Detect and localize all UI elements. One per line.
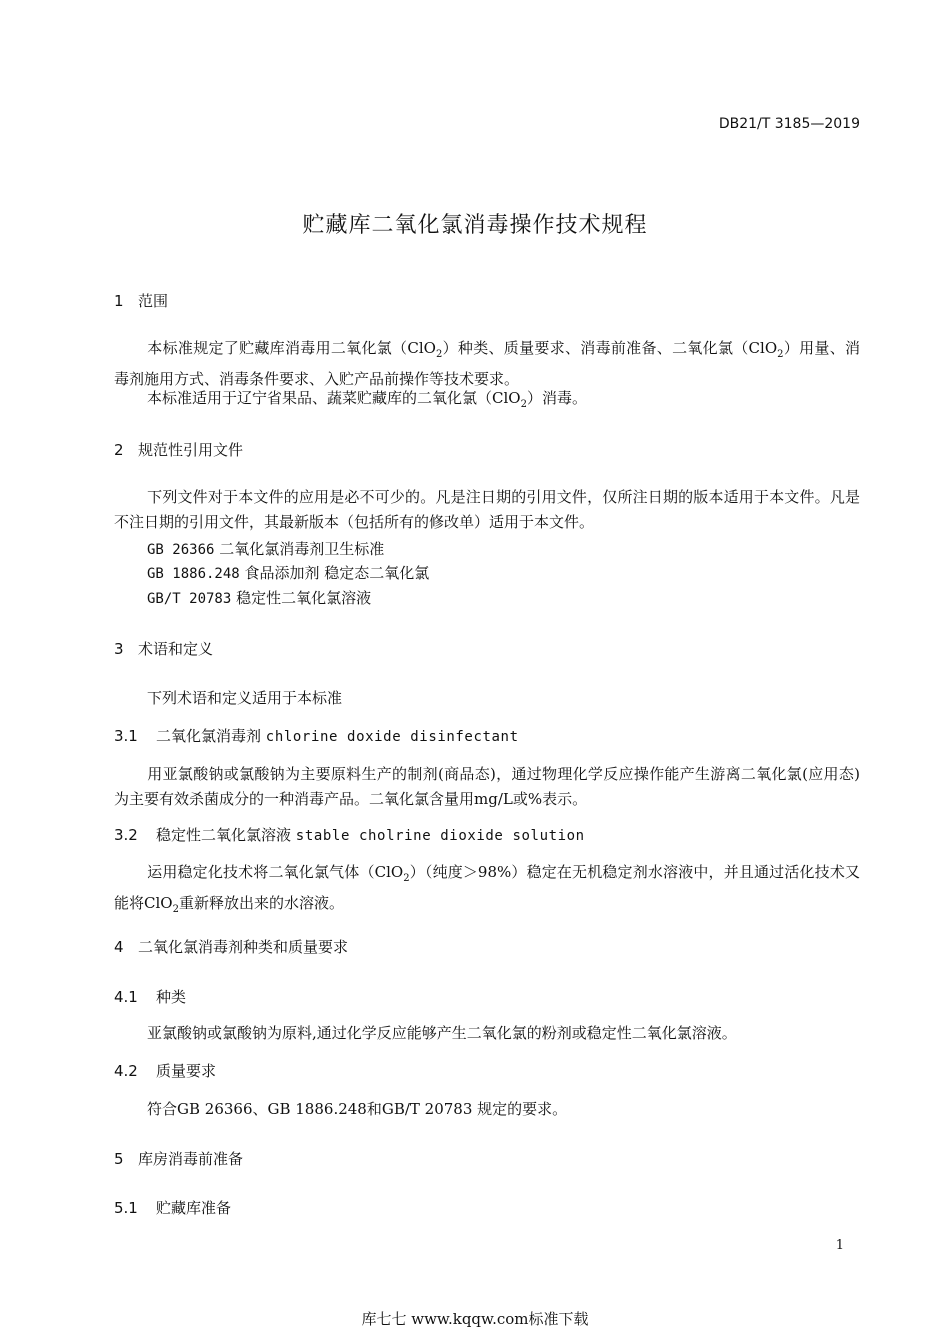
document-title: 贮藏库二氧化氯消毒操作技术规程 xyxy=(302,213,648,238)
section-number: 4 xyxy=(114,938,124,956)
section-number: 5 xyxy=(114,1150,124,1168)
section-4-heading xyxy=(114,936,348,957)
subsection-4-2-text: 符合GB 26366、GB 1886.248和GB/T 20783 规定的要求。 xyxy=(147,1100,568,1118)
section-number: 1 xyxy=(114,292,124,310)
section-title: 库房消毒前准备 xyxy=(138,1150,244,1168)
subsection-4-2-heading: 4.2 质量要求 xyxy=(114,1062,217,1080)
scope-paragraph-1: 本标准规定了贮藏库消毒用二氧化氯（ClO$_2$）种类、质量要求、消毒前准备、二氧化氯（ClO$_2$）用量、消毒剂施用方式、消毒条件要求、入贮产品前操作等技术要求。 xyxy=(114,339,861,388)
section-2-heading xyxy=(114,439,243,460)
subsection-5-1-heading: 5.1 贮藏库准备 xyxy=(114,1199,232,1217)
section-title: 术语和定义 xyxy=(138,640,214,658)
standard-code: DB21/T 3185—2019 xyxy=(718,116,860,132)
page-number: 1 xyxy=(835,1238,844,1253)
term-3-2-definition: 运用稳定化技术将二氧化氯气体（ClO$_2$）（纯度＞98%）稳定在无机稳定剂水溶液中，并且通过活化技术又能将ClO$_2$重新释放出来的水溶液。 xyxy=(114,863,861,915)
reference-item: GB 1886.248 食品添加剂 稳定态二氧化氯 xyxy=(147,564,430,582)
section-title: 二氧化氯消毒剂种类和质量要求 xyxy=(138,938,349,956)
term-3-1-definition: 用亚氯酸钠或氯酸钠为主要原料生产的制剂(商品态)，通过物理化学反应操作能产生游离二氧化氯(应用态)为主要有效杀菌成分的一种消毒产品。二氧化氯含量用mg/L或%表示。 xyxy=(114,765,860,808)
section-title: 范围 xyxy=(138,292,169,310)
footer-watermark: 库七七 www.kqqw.com标准下载 xyxy=(361,1310,589,1328)
reference-item: GB 26366 二氧化氯消毒剂卫生标准 xyxy=(147,540,385,558)
subsection-4-1-heading: 4.1 种类 xyxy=(114,988,187,1006)
section-number: 3 xyxy=(114,640,124,658)
normative-references-paragraph: 下列文件对于本文件的应用是必不可少的。凡是注日期的引用文件，仅所注日期的版本适用于本文件。凡是不注日期的引用文件，其最新版本（包括所有的修改单）适用于本文件。 xyxy=(114,488,860,531)
subsection-4-1-text: 亚氯酸钠或氯酸钠为原料,通过化学反应能够产生二氧化氯的粉剂或稳定性二氧化氯溶液。 xyxy=(147,1024,737,1042)
term-3-2-heading: 3.2 稳定性二氧化氯溶液 stable cholrine dioxide solution xyxy=(114,826,585,844)
terms-intro: 下列术语和定义适用于本标准 xyxy=(147,689,343,707)
term-3-1-heading: 3.1 二氧化氯消毒剂 chlorine doxide disinfectant xyxy=(114,727,519,745)
section-5-heading xyxy=(114,1148,243,1169)
section-1-heading xyxy=(114,290,168,311)
section-title: 规范性引用文件 xyxy=(138,441,244,459)
reference-item: GB/T 20783 稳定性二氧化氯溶液 xyxy=(147,589,372,607)
scope-paragraph-2: 本标准适用于辽宁省果品、蔬菜贮藏库的二氧化氯（ClO$_2$）消毒。 xyxy=(147,389,587,410)
section-number: 2 xyxy=(114,441,124,459)
section-3-heading xyxy=(114,638,213,659)
